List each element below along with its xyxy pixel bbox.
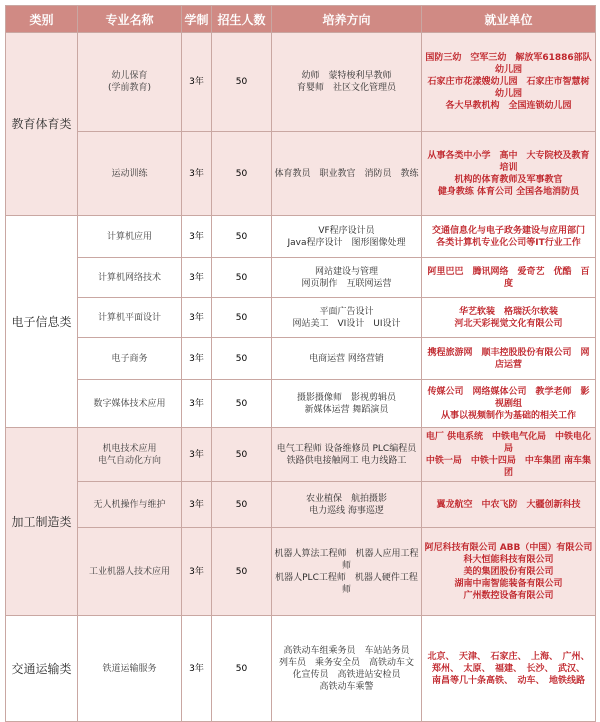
employers-cell bbox=[422, 132, 596, 216]
direction-line: 育婴师 社区文化管理员 bbox=[296, 83, 396, 93]
employers-line: 各大早教机构 全国连锁幼儿园 bbox=[445, 101, 572, 111]
header-direction: 培养方向 bbox=[272, 6, 422, 33]
enrollment-table bbox=[5, 5, 596, 722]
employers-line: 电厂 供电系统 中铁电气化局 中铁电化局 bbox=[425, 431, 592, 454]
table-row bbox=[6, 338, 596, 380]
major-cell bbox=[78, 33, 182, 132]
direction-line: 电力巡线 海事巡逻 bbox=[309, 505, 384, 516]
employers-cell bbox=[422, 216, 596, 258]
count-cell: 50 bbox=[212, 428, 272, 482]
direction-line: 摄影摄像师 影视剪辑员 bbox=[296, 392, 396, 403]
count-cell: 50 bbox=[212, 132, 272, 216]
direction-line: 电商运营 网络营销 bbox=[309, 353, 384, 364]
direction-cell bbox=[272, 616, 422, 722]
major-line: 运动训练 bbox=[111, 168, 148, 179]
direction-line: Java程序设计 图形图像处理 bbox=[287, 237, 406, 248]
count-cell: 50 bbox=[212, 298, 272, 338]
direction-cell bbox=[272, 380, 422, 428]
direction-line: 平面广告设计 bbox=[319, 306, 374, 317]
direction-cell bbox=[272, 216, 422, 258]
count-cell: 50 bbox=[212, 528, 272, 616]
employers-line: 传媒公司 网络媒体公司 教学老师 影视剧组 bbox=[427, 386, 590, 409]
years-cell: 3年 bbox=[182, 428, 212, 482]
direction-line: 网站建设与管理 bbox=[314, 266, 378, 277]
header-category: 类别 bbox=[6, 6, 78, 33]
years-cell: 3年 bbox=[182, 298, 212, 338]
direction-line: 机器人PLC工程师 机器人硬件工程师 bbox=[275, 572, 418, 595]
employers-line: 郑州、 太原、 福建、 长沙、 武汉、 bbox=[431, 663, 585, 674]
table-body bbox=[6, 33, 596, 722]
employers-line: 各类计算机专业化公司等IT行业工作 bbox=[436, 237, 581, 248]
direction-cell bbox=[272, 298, 422, 338]
employers-line: 中铁一局 中铁十四局 中车集团 南车集团 bbox=[425, 455, 592, 478]
years-cell: 3年 bbox=[182, 482, 212, 528]
major-cell bbox=[78, 216, 182, 258]
employers-line: 华艺软装 格瑞沃尔软装 bbox=[458, 306, 558, 317]
major-cell bbox=[78, 258, 182, 298]
category-cell: 交通运输类 bbox=[6, 616, 78, 722]
major-cell bbox=[78, 380, 182, 428]
category-cell: 加工制造类 bbox=[6, 428, 78, 616]
major-line: 电子商务 bbox=[111, 353, 148, 364]
years-cell: 3年 bbox=[182, 258, 212, 298]
count-cell: 50 bbox=[212, 616, 272, 722]
major-line: 幼儿保育 bbox=[111, 71, 148, 81]
major-line: 机电技术应用 bbox=[102, 443, 157, 454]
employers-line: 翼龙航空 中农飞防 大疆创新科技 bbox=[436, 499, 581, 510]
employers-line: 北京、 天津、 石家庄、 上海、 广州、 bbox=[427, 651, 590, 662]
direction-line: 幼师 蒙特梭利早教师 bbox=[301, 71, 392, 81]
direction-cell bbox=[272, 132, 422, 216]
major-cell bbox=[78, 482, 182, 528]
direction-line: 网站美工 VI设计 UI设计 bbox=[292, 318, 401, 329]
major-line: 无人机操作与维护 bbox=[93, 499, 166, 510]
employers-cell bbox=[422, 298, 596, 338]
direction-line: 新媒体运营 舞蹈演员 bbox=[304, 404, 389, 415]
employers-line: 从事各类中小学 高中 大专院校及教育培训 bbox=[427, 150, 590, 173]
table-row bbox=[6, 616, 596, 722]
table-row bbox=[6, 428, 596, 482]
direction-line: 体育教员 职业教官 消防员 教练 bbox=[274, 168, 419, 179]
direction-cell bbox=[272, 528, 422, 616]
employers-line: 国防三幼 空军三幼 解放军61886部队幼儿园 bbox=[425, 53, 592, 75]
direction-line: 机器人算法工程师 机器人应用工程师 bbox=[274, 548, 419, 571]
employers-cell bbox=[422, 528, 596, 616]
header-row bbox=[6, 6, 596, 33]
direction-cell bbox=[272, 428, 422, 482]
years-cell: 3年 bbox=[182, 132, 212, 216]
employers-line: 阿里巴巴 腾讯网络 爱奇艺 优酷 百度 bbox=[427, 266, 590, 289]
major-line: 计算机网络技术 bbox=[97, 272, 161, 283]
years-cell: 3年 bbox=[182, 216, 212, 258]
table-row bbox=[6, 482, 596, 528]
employers-line: 阿尼科技有限公司 ABB（中国）有限公司 bbox=[424, 542, 593, 553]
direction-cell bbox=[272, 258, 422, 298]
direction-line: 高铁动车组乘务员 车站站务员 bbox=[283, 645, 410, 656]
count-cell: 50 bbox=[212, 33, 272, 132]
employers-cell bbox=[422, 616, 596, 722]
employers-line: 健身教练 体育公司 全国各地消防员 bbox=[437, 186, 580, 197]
years-cell: 3年 bbox=[182, 616, 212, 722]
table-row bbox=[6, 380, 596, 428]
table-row bbox=[6, 33, 596, 132]
major-line: 铁道运输服务 bbox=[102, 663, 157, 674]
employers-line: 交通信息化与电子政务建设与应用部门 bbox=[431, 225, 585, 236]
direction-line: 列车员 乘务安全员 高铁动车文 bbox=[278, 657, 414, 668]
years-cell: 3年 bbox=[182, 33, 212, 132]
direction-line: 铁路供电接触网工 电力线路工 bbox=[286, 455, 407, 466]
employers-cell bbox=[422, 380, 596, 428]
direction-cell bbox=[272, 338, 422, 380]
table-row bbox=[6, 528, 596, 616]
major-cell bbox=[78, 528, 182, 616]
employers-cell bbox=[422, 482, 596, 528]
major-line: 电气自动化方向 bbox=[97, 455, 161, 466]
table-row bbox=[6, 298, 596, 338]
direction-cell bbox=[272, 33, 422, 132]
direction-line: 高铁动车乘警 bbox=[319, 681, 374, 692]
header-count: 招生人数 bbox=[212, 6, 272, 33]
major-line: 计算机应用 bbox=[106, 231, 152, 242]
employers-line: 机构的体育教师及军事教官 bbox=[454, 174, 563, 185]
employers-line: 石家庄市花漾嫂幼儿园 石家庄市智慧树幼儿园 bbox=[427, 77, 590, 99]
major-line: (学前教育) bbox=[107, 83, 152, 93]
employers-line: 河北天彩视觉文化有限公司 bbox=[454, 318, 563, 329]
major-cell bbox=[78, 132, 182, 216]
employers-line: 美的集团股份有限公司 bbox=[463, 566, 554, 577]
years-cell: 3年 bbox=[182, 528, 212, 616]
table-row bbox=[6, 132, 596, 216]
direction-line: VF程序设计员 bbox=[318, 225, 375, 236]
direction-line: 网页制作 互联网运营 bbox=[301, 278, 392, 289]
direction-line: 电气工程师 设备维修员 PLC编程员 bbox=[276, 443, 417, 454]
employers-cell bbox=[422, 428, 596, 482]
enrollment-table-wrapper bbox=[5, 5, 595, 692]
direction-line: 农业植保 航拍摄影 bbox=[305, 493, 387, 504]
direction-line: 化宣传员 高铁进站安检员 bbox=[292, 669, 401, 680]
count-cell: 50 bbox=[212, 380, 272, 428]
employers-line: 广州数控设备有限公司 bbox=[463, 590, 554, 601]
count-cell: 50 bbox=[212, 258, 272, 298]
employers-cell bbox=[422, 33, 596, 132]
years-cell: 3年 bbox=[182, 380, 212, 428]
employers-line: 从事以视频制作为基础的相关工作 bbox=[440, 410, 576, 421]
major-cell bbox=[78, 338, 182, 380]
count-cell: 50 bbox=[212, 216, 272, 258]
category-cell: 教育体育类 bbox=[6, 33, 78, 216]
employers-line: 携程旅游网 顺丰控股股份有限公司 网店运营 bbox=[427, 347, 590, 370]
major-line: 计算机平面设计 bbox=[97, 312, 161, 323]
table-row bbox=[6, 216, 596, 258]
major-cell bbox=[78, 616, 182, 722]
employers-line: 南昌等几十条高铁、 动车、 地铁线路 bbox=[431, 675, 585, 686]
count-cell: 50 bbox=[212, 482, 272, 528]
employers-cell bbox=[422, 258, 596, 298]
category-cell: 电子信息类 bbox=[6, 216, 78, 428]
years-cell: 3年 bbox=[182, 338, 212, 380]
header-years: 学制 bbox=[182, 6, 212, 33]
table-row bbox=[6, 258, 596, 298]
employers-cell bbox=[422, 338, 596, 380]
major-line: 数字媒体技术应用 bbox=[93, 398, 166, 409]
count-cell: 50 bbox=[212, 338, 272, 380]
header-major: 专业名称 bbox=[78, 6, 182, 33]
header-employers: 就业单位 bbox=[422, 6, 596, 33]
major-cell bbox=[78, 428, 182, 482]
direction-cell bbox=[272, 482, 422, 528]
major-cell bbox=[78, 298, 182, 338]
employers-line: 湖南中南智能装备有限公司 bbox=[454, 578, 563, 589]
major-line: 工业机器人技术应用 bbox=[88, 566, 170, 577]
employers-line: 科大恒能科技有限公司 bbox=[463, 554, 554, 565]
